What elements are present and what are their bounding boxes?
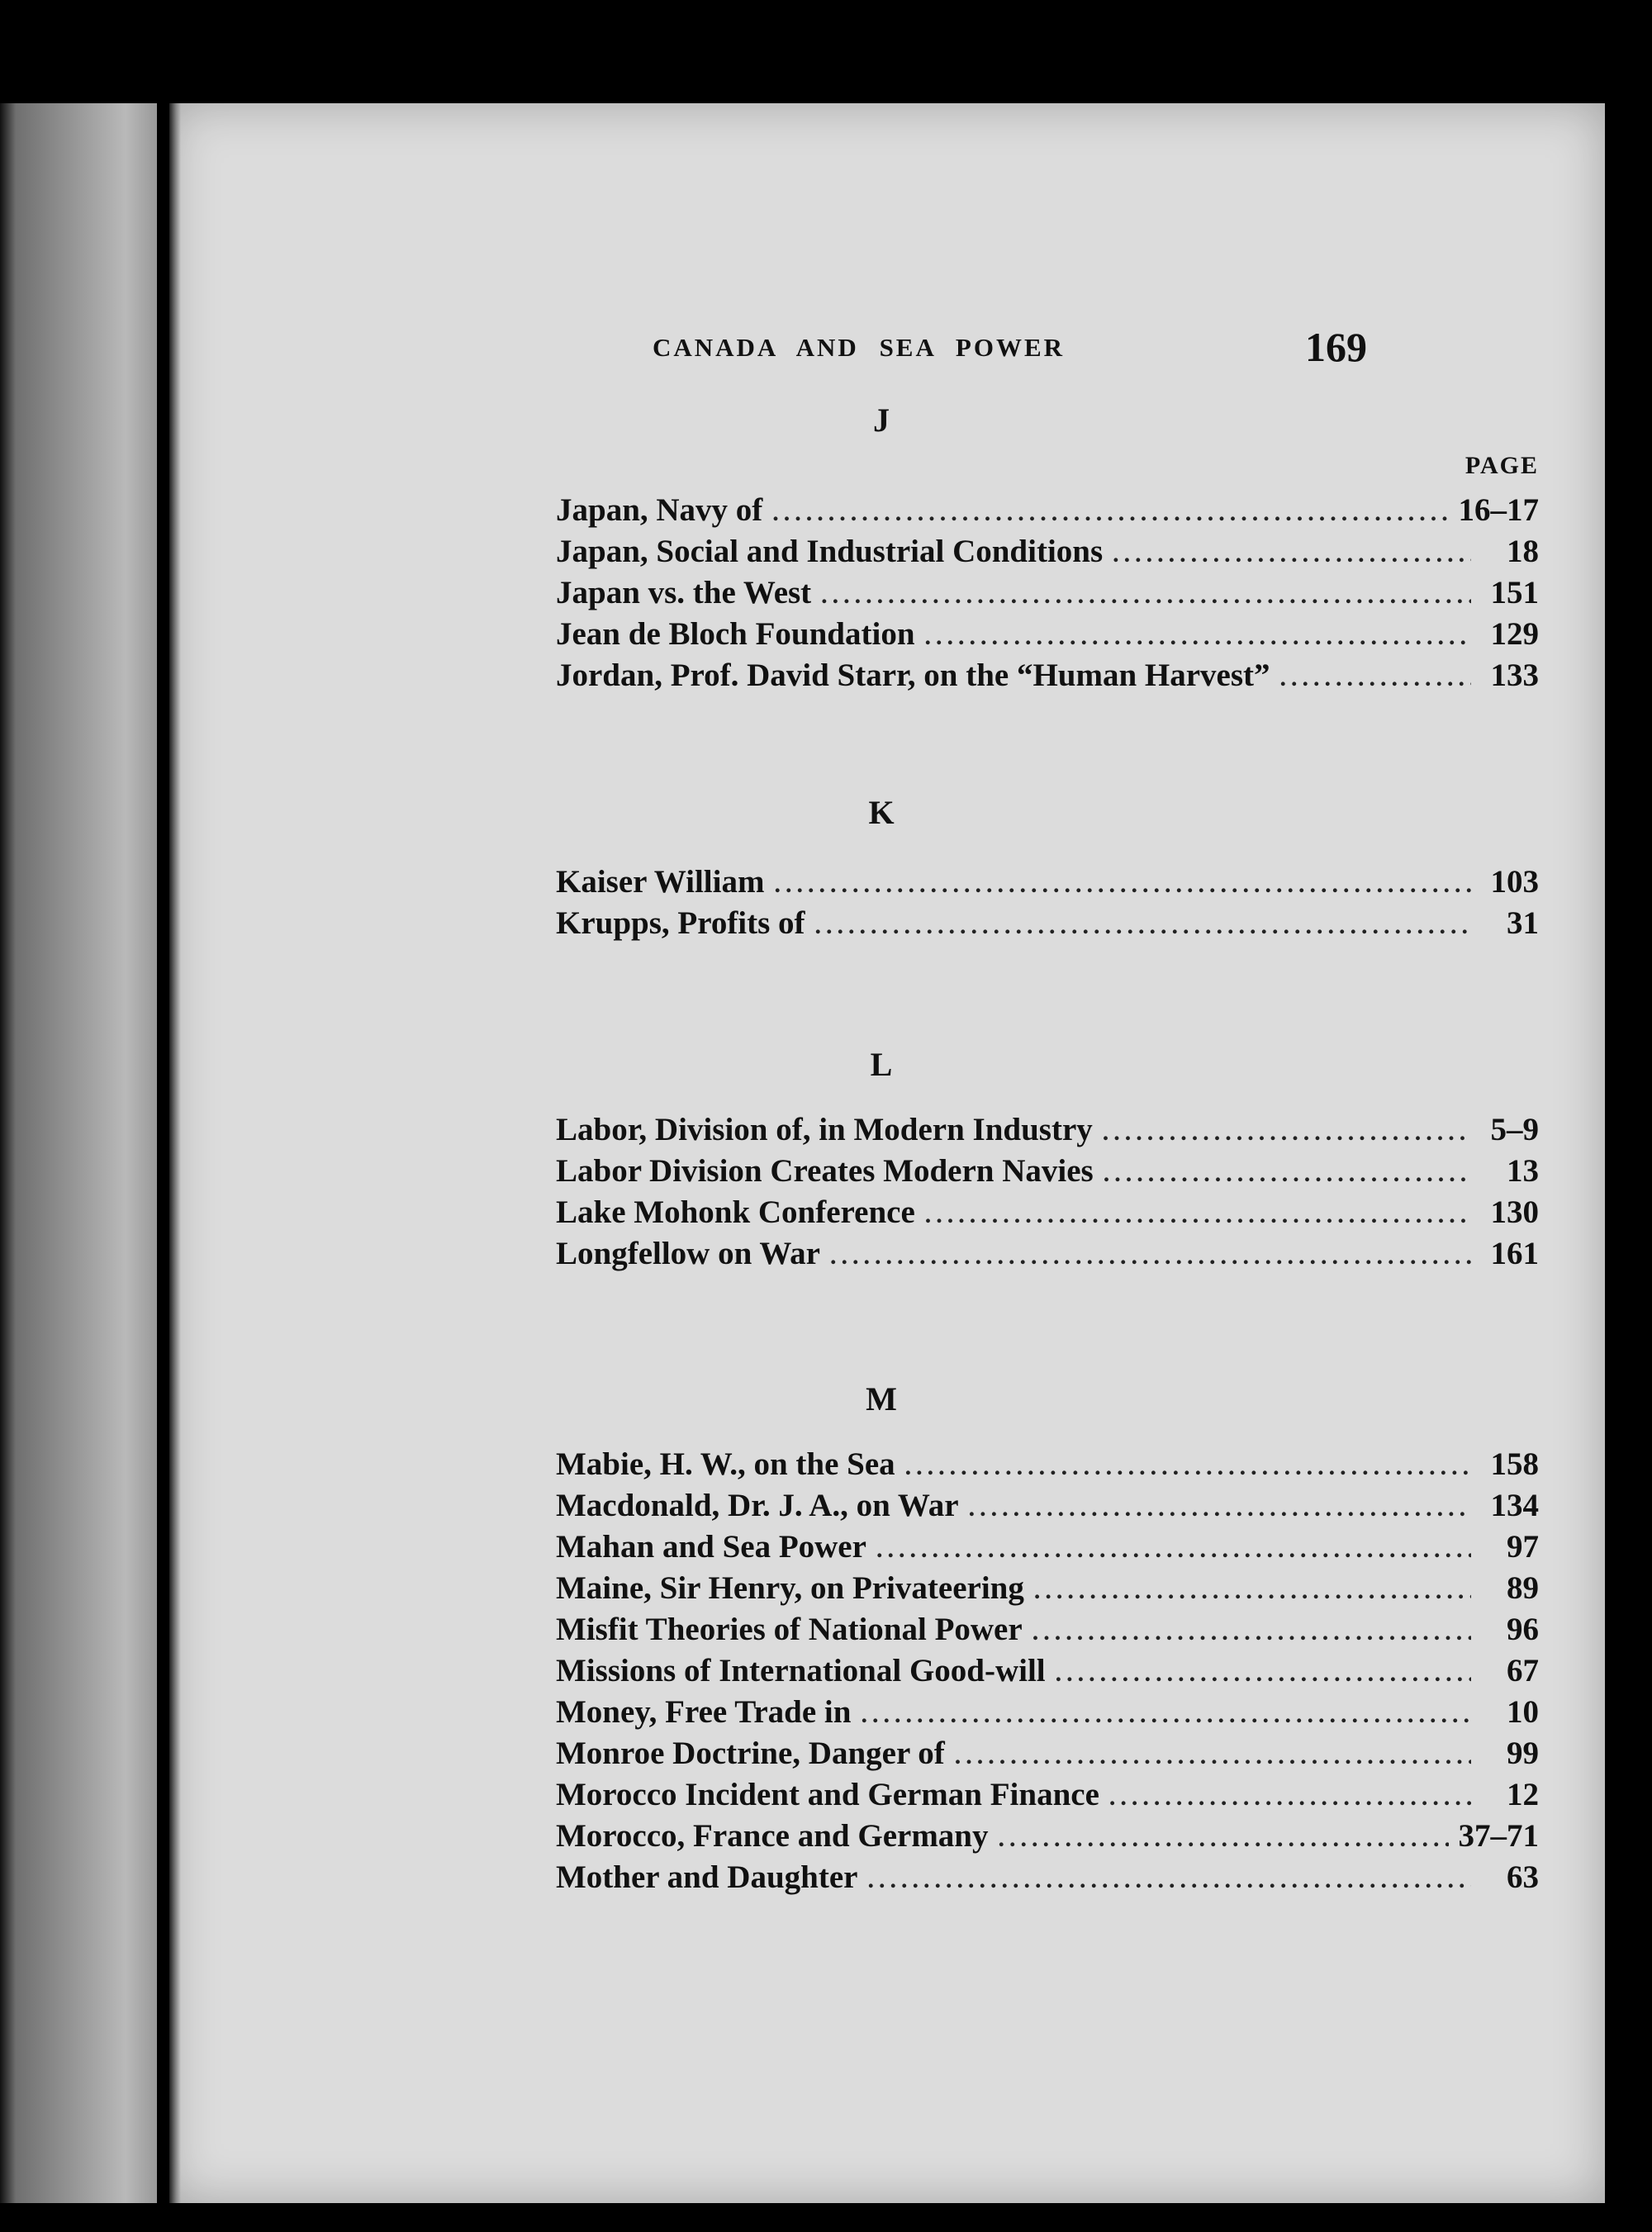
index-entry (556, 905, 1539, 943)
section-letter-m: M (866, 1380, 897, 1418)
dot-leader (1109, 1783, 1471, 1812)
index-entry (556, 1446, 1539, 1484)
entry-title: Labor, Division of, in Modern Industry (556, 1112, 1093, 1147)
dot-leader (774, 871, 1471, 899)
dot-leader (867, 1866, 1471, 1894)
entry-page: 158 (1490, 1446, 1539, 1482)
entry-title: Japan vs. the West (556, 575, 812, 610)
entry-page: 130 (1490, 1194, 1539, 1230)
dot-leader (830, 1242, 1471, 1270)
index-entry (556, 1859, 1539, 1897)
dot-leader (969, 1494, 1471, 1522)
entry-page: 97 (1507, 1529, 1539, 1565)
entry-page: 31 (1507, 905, 1539, 941)
entry-title: Misfit Theories of National Power (556, 1612, 1023, 1647)
entry-title: Money, Free Trade in (556, 1694, 852, 1730)
index-entry (556, 1652, 1539, 1690)
page-column-label: PAGE (1464, 452, 1539, 479)
entry-title: Lake Mohonk Conference (556, 1194, 915, 1230)
index-entry (556, 615, 1539, 653)
entry-title: Kaiser William (556, 864, 765, 900)
entry-title: Mother and Daughter (556, 1859, 858, 1895)
index-entry (556, 863, 1539, 901)
dot-leader (815, 912, 1471, 940)
dot-leader (1113, 540, 1471, 568)
entry-page: 151 (1490, 575, 1539, 610)
entry-title: Morocco, France and Germany (556, 1818, 989, 1854)
dot-leader (1032, 1618, 1471, 1646)
index-entry (556, 1570, 1539, 1608)
entry-title: Labor Division Creates Modern Navies (556, 1153, 1094, 1189)
entry-title: Mahan and Sea Power (556, 1529, 866, 1565)
entry-title: Maine, Sir Henry, on Privateering (556, 1570, 1024, 1606)
entry-title: Macdonald, Dr. J. A., on War (556, 1488, 959, 1523)
entry-page: 133 (1490, 658, 1539, 693)
index-entry (556, 1235, 1539, 1273)
entry-title: Japan, Social and Industrial Conditions (556, 534, 1104, 569)
index-page (169, 103, 1605, 2203)
dot-leader (1104, 1160, 1471, 1188)
index-entry (556, 1776, 1539, 1814)
index-entry (556, 492, 1539, 530)
entry-page: 129 (1490, 616, 1539, 652)
entry-page: 18 (1507, 534, 1539, 569)
page-number: 169 (1305, 324, 1367, 370)
index-entry (556, 1194, 1539, 1232)
entry-page: 103 (1490, 864, 1539, 900)
entry-page: 13 (1507, 1153, 1539, 1189)
dot-leader (1103, 1118, 1471, 1147)
entry-page: 63 (1507, 1859, 1539, 1895)
dot-leader (1280, 664, 1471, 692)
index-entry (556, 1528, 1539, 1566)
dot-leader (1034, 1577, 1471, 1605)
index-entry (556, 533, 1539, 571)
entry-page: 89 (1507, 1570, 1539, 1606)
entry-title: Longfellow on War (556, 1236, 820, 1271)
index-entry (556, 1111, 1539, 1149)
dot-leader (1056, 1660, 1471, 1688)
entry-page: 161 (1490, 1236, 1539, 1271)
index-entry (556, 1693, 1539, 1731)
entry-page: 16–17 (1458, 492, 1539, 528)
entry-page: 12 (1507, 1777, 1539, 1812)
entry-page: 67 (1507, 1653, 1539, 1688)
running-title: CANADA AND SEA POWER (653, 333, 1066, 362)
section-letter-l: L (870, 1046, 893, 1083)
entry-page: 37–71 (1458, 1818, 1539, 1854)
entry-title: Mabie, H. W., on the Sea (556, 1446, 895, 1482)
index-entry (556, 1817, 1539, 1855)
entry-title: Krupps, Profits of (556, 905, 805, 941)
dot-leader (925, 1201, 1471, 1229)
index-entry (556, 1735, 1539, 1773)
spine-shadow (169, 103, 181, 2203)
entry-title: Jean de Bloch Foundation (556, 616, 915, 652)
entry-page: 99 (1507, 1736, 1539, 1771)
entry-page: 10 (1507, 1694, 1539, 1730)
dot-leader (955, 1742, 1471, 1770)
dot-leader (905, 1453, 1471, 1481)
section-letter-k: K (868, 794, 895, 831)
facing-page-edge (0, 103, 157, 2203)
entry-page: 96 (1507, 1612, 1539, 1647)
entry-title: Jordan, Prof. David Starr, on the “Human Harvest” (556, 658, 1270, 693)
dot-leader (999, 1825, 1449, 1853)
entry-title: Monroe Doctrine, Danger of (556, 1736, 945, 1771)
dot-leader (861, 1701, 1471, 1729)
index-entry (556, 1487, 1539, 1525)
entry-title: Missions of International Good-will (556, 1653, 1046, 1688)
dot-leader (876, 1536, 1471, 1564)
index-entry (556, 1152, 1539, 1190)
index-entry (556, 574, 1539, 612)
entry-page: 5–9 (1490, 1112, 1539, 1147)
dot-leader (772, 499, 1448, 527)
index-entry (556, 657, 1539, 695)
dot-leader (925, 623, 1471, 651)
dot-leader (821, 582, 1471, 610)
entry-title: Japan, Navy of (556, 492, 763, 528)
entry-title: Morocco Incident and German Finance (556, 1777, 1099, 1812)
entry-page: 134 (1490, 1488, 1539, 1523)
section-letter-j: J (873, 401, 890, 439)
page-header (653, 326, 1462, 376)
index-entry (556, 1611, 1539, 1649)
